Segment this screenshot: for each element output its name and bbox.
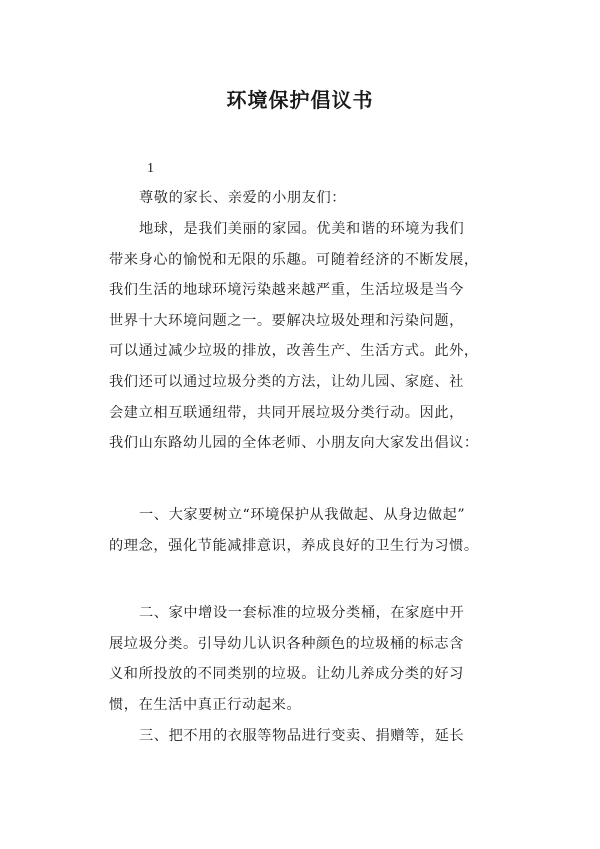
paragraph-line: 三、把不用的衣服等物品进行变卖、捐赠等，延长: [139, 728, 465, 744]
paragraph-line: 二、家中增设一套标准的垃圾分类桶，在家庭中开: [139, 605, 465, 621]
salutation-block: [109, 183, 519, 214]
paragraph-line: 义和所投放的不同类别的垃圾。让幼儿养成分类的好习: [109, 666, 464, 683]
paragraph-line: 展垃圾分类。引导幼儿认识各种颜色的垃圾桶的标志含: [109, 635, 464, 652]
page-number: 1: [147, 161, 154, 176]
paragraph-line: 的理念，强化节能减排意识，养成良好的卫生行为习惯。: [109, 537, 479, 554]
paragraph-line: 一、大家要树立“环境保护从我做起、从身边做起”: [139, 507, 466, 523]
paragraph-line: 地球，是我们美丽的家园。优美和谐的环境为我们: [139, 221, 465, 237]
paragraph-line: 可以通过减少垃圾的排放，改善生产、生活方式。此外，: [109, 343, 479, 360]
proposal-item-1: [109, 500, 519, 561]
paragraph-line: 惯，在生活中真正行动起来。: [109, 696, 302, 713]
paragraph-1: [109, 214, 519, 459]
document-title: 环境保护倡议书: [226, 88, 374, 112]
paragraph-line: 我们还可以通过垃圾分类的方法，让幼儿园、家庭、社: [109, 373, 464, 390]
paragraph-line: 我们生活的地球环境污染越来越严重，生活垃圾是当今: [109, 282, 464, 299]
salutation: 尊敬的家长、亲爱的小朋友们：: [139, 190, 347, 206]
proposal-item-3: [109, 721, 519, 752]
paragraph-line: 世界十大环境问题之一。要解决垃圾处理和污染问题，: [109, 312, 464, 329]
paragraph-line: 我们山东路幼儿园的全体老师、小朋友向大家发出倡议：: [109, 435, 479, 452]
paragraph-line: 会建立相互联通纽带，共同开展垃圾分类行动。因此，: [109, 404, 464, 421]
proposal-item-2: [109, 598, 519, 720]
paragraph-line: 带来身心的愉悦和无限的乐趣。可随着经济的不断发展，: [109, 251, 479, 268]
